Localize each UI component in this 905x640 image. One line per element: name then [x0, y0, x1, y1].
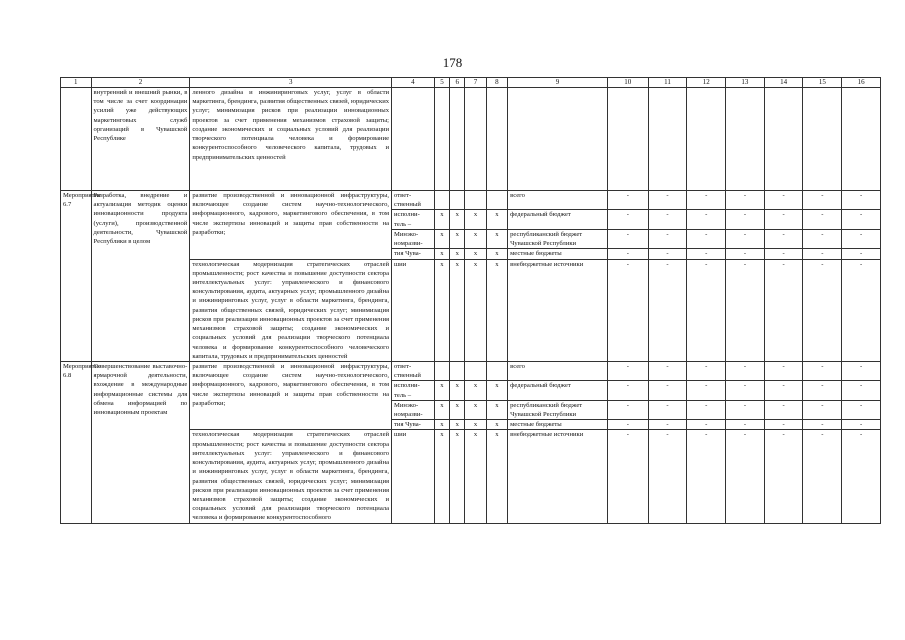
amount-cell: -: [803, 259, 842, 361]
year-marker: x: [434, 400, 449, 419]
responsible-part: шии: [394, 260, 407, 268]
event-title: Совершенствование выставочно-ярмарочной деятельности, вхождение в международные информационные системы для обмена информацией по инновационным проектам: [91, 361, 190, 523]
year-marker: [465, 361, 486, 380]
year-marker: x: [465, 430, 486, 523]
year-marker: x: [486, 210, 507, 229]
amount-cell: -: [764, 210, 803, 229]
responsible-part: исполни-: [394, 211, 420, 219]
funding-source: внебюджетные источники: [508, 259, 608, 361]
amount-cell: -: [607, 430, 648, 523]
responsible-part: тель –: [394, 391, 412, 399]
funding-source: местные бюджеты: [508, 420, 608, 430]
amount-cell: -: [842, 259, 881, 361]
header-cell: 7: [465, 78, 486, 88]
cont-empty: [434, 88, 449, 191]
year-marker: [450, 361, 465, 380]
amount-cell: -: [726, 229, 765, 248]
event-result-first: развитие производственной и инновационной инфраструктуры, включающее создание систем научно-технологического, информационного, кадрового, маркетингового обеспечения, в том числе экспертизы инноваций и защиты прав собственности на разработки;: [190, 361, 392, 430]
amount-cell: -: [842, 191, 881, 210]
year-marker: x: [450, 400, 465, 419]
amount-cell: -: [842, 400, 881, 419]
amount-cell: -: [842, 361, 881, 380]
amount-cell: -: [607, 249, 648, 259]
year-marker: x: [486, 259, 507, 361]
cont-empty: [687, 88, 726, 191]
year-marker: x: [465, 229, 486, 248]
responsible-part: тия Чува-: [394, 421, 421, 429]
amount-cell: -: [648, 361, 687, 380]
amount-cell: -: [687, 259, 726, 361]
event-result-rest: технологическая модернизация стратегических отраслей промышленности; рост качества и повышение доступности сектора интеллектуальных услуг: управленческого и финансового консультирования, аудита, актуарных услуг, промышленного дизайна и инжиниринговых услуг, услуг в области маркетинга, брендинга, развития общественных связей, юридических услуг; минимизация рисков при реализации инновационных проектов за счет применения механизмов страховой защиты; создание экономических и социальных условий для реализации творческого потенциала человека и формирование конкурентоспособного человеческого капитала, трудовых и предпринимательских ценностей: [190, 259, 392, 361]
year-marker: x: [465, 420, 486, 430]
responsible-cell: [392, 191, 435, 210]
header-cell: 11: [648, 78, 687, 88]
year-marker: x: [486, 229, 507, 248]
year-marker: x: [486, 381, 507, 400]
responsible-cell: [392, 430, 435, 523]
amount-cell: -: [648, 249, 687, 259]
continuation-row: [61, 88, 881, 191]
amount-cell: -: [726, 210, 765, 229]
year-marker: x: [465, 400, 486, 419]
year-marker: x: [450, 210, 465, 229]
cont-empty: [450, 88, 465, 191]
year-marker: x: [465, 210, 486, 229]
amount-cell: -: [842, 210, 881, 229]
year-marker: x: [434, 249, 449, 259]
responsible-cell: [392, 361, 435, 380]
cont-empty: [508, 88, 608, 191]
amount-cell: -: [726, 430, 765, 523]
amount-cell: -: [607, 191, 648, 210]
header-cell: 9: [508, 78, 608, 88]
responsible-cell: [392, 210, 435, 229]
funding-source: внебюджетные источники: [508, 430, 608, 523]
year-marker: x: [450, 249, 465, 259]
amount-cell: -: [803, 191, 842, 210]
header-cell: 6: [450, 78, 465, 88]
year-marker: x: [465, 259, 486, 361]
header-cell: 16: [842, 78, 881, 88]
year-marker: [486, 361, 507, 380]
amount-cell: -: [726, 381, 765, 400]
amount-cell: -: [803, 249, 842, 259]
responsible-cell: [392, 259, 435, 361]
amount-cell: -: [764, 381, 803, 400]
amount-cell: -: [803, 229, 842, 248]
funding-source: всего: [508, 361, 608, 380]
amount-cell: -: [764, 430, 803, 523]
amount-cell: -: [726, 400, 765, 419]
year-marker: [434, 361, 449, 380]
year-marker: x: [486, 430, 507, 523]
amount-cell: -: [648, 430, 687, 523]
header-cell: 10: [607, 78, 648, 88]
header-cell: 4: [392, 78, 435, 88]
responsible-part: ответ-: [394, 362, 412, 370]
header-cell: 8: [486, 78, 507, 88]
amount-cell: -: [687, 249, 726, 259]
responsible-part: номразви-: [394, 240, 423, 248]
event-id: Мероприятие 6.7: [61, 191, 92, 362]
year-marker: x: [486, 249, 507, 259]
cont-empty: [465, 88, 486, 191]
amount-cell: -: [764, 191, 803, 210]
responsible-cell: [392, 381, 435, 400]
event-title: Разработка, внедрение и актуализация методик оценки инновационности продукта (услуги), производственной деятельности, Чувашской Республики в целом: [91, 191, 190, 362]
amount-cell: -: [687, 430, 726, 523]
event-result-rest: технологическая модернизация стратегических отраслей промышленности; рост качества и повышение доступности сектора интеллектуальных услуг: управленческого и финансового консультирования, аудита, актуарных услуг, промышленного дизайна и инжиниринговых услуг, услуг в области маркетинга, брендинга, развития общественных связей, юридических услуг; минимизация рисков при реализации инновационных проектов за счет применения механизмов страховой защиты; создание экономических и социальных условий для реализации творческого потенциала человека и формирование конкурентоспособного: [190, 430, 392, 523]
year-marker: x: [486, 400, 507, 419]
amount-cell: -: [607, 400, 648, 419]
amount-cell: -: [842, 249, 881, 259]
responsible-part: ственный: [394, 201, 421, 209]
amount-cell: -: [607, 259, 648, 361]
amount-cell: -: [648, 400, 687, 419]
funding-source: федеральный бюджет: [508, 381, 608, 400]
header-cell: 3: [190, 78, 392, 88]
amount-cell: -: [764, 249, 803, 259]
funding-source: республиканский бюджет Чувашской Республики: [508, 229, 608, 248]
cont-empty: [486, 88, 507, 191]
header-cell: 15: [803, 78, 842, 88]
responsible-part: номразви-: [394, 411, 423, 419]
page-number: 178: [442, 55, 463, 70]
year-marker: x: [434, 210, 449, 229]
cont-empty: [607, 88, 648, 191]
amount-cell: -: [803, 210, 842, 229]
amount-cell: -: [607, 210, 648, 229]
amount-cell: -: [803, 400, 842, 419]
header-cell: 1: [61, 78, 92, 88]
year-marker: x: [465, 249, 486, 259]
amount-cell: -: [764, 259, 803, 361]
year-marker: x: [434, 420, 449, 430]
year-marker: [434, 191, 449, 210]
amount-cell: -: [726, 259, 765, 361]
amount-cell: -: [803, 430, 842, 523]
header-cell: 2: [91, 78, 190, 88]
amount-cell: -: [687, 361, 726, 380]
amount-cell: -: [687, 210, 726, 229]
amount-cell: -: [842, 430, 881, 523]
year-marker: x: [434, 229, 449, 248]
amount-cell: -: [648, 381, 687, 400]
amount-cell: -: [764, 400, 803, 419]
amount-cell: -: [764, 361, 803, 380]
amount-cell: -: [842, 420, 881, 430]
header-cell: 14: [764, 78, 803, 88]
amount-cell: -: [607, 229, 648, 248]
amount-cell: -: [648, 191, 687, 210]
year-marker: [450, 191, 465, 210]
responsible-part: ственный: [394, 372, 421, 380]
amount-cell: -: [726, 361, 765, 380]
responsible-cell: [392, 249, 435, 259]
funding-source: республиканский бюджет Чувашской Республики: [508, 400, 608, 419]
year-marker: x: [434, 381, 449, 400]
program-table: [60, 77, 881, 524]
amount-cell: -: [764, 420, 803, 430]
cont-empty: [803, 88, 842, 191]
year-marker: x: [465, 381, 486, 400]
cont-result: ленного дизайна и инжиниринговых услуг, услуг в области маркетинга, брендинга, развития общественных связей, юридических услуг; минимизация рисков при реализации инновационных проектов за счет применения механизмов страховой защиты; создание экономических и социальных условий для реализации творческого потенциала человека и формирование конкурентоспособного человеческого капитала, трудовых и предпринимательских ценностей: [190, 88, 392, 191]
cont-col1: [61, 88, 92, 191]
responsible-cell: [392, 229, 435, 248]
responsible-part: Минэко-: [394, 401, 419, 409]
amount-cell: -: [842, 381, 881, 400]
year-marker: x: [486, 420, 507, 430]
cont-empty: [764, 88, 803, 191]
amount-cell: -: [607, 361, 648, 380]
responsible-part: Минэко-: [394, 230, 419, 238]
year-marker: x: [450, 229, 465, 248]
cont-empty: [392, 88, 435, 191]
amount-cell: -: [726, 249, 765, 259]
amount-cell: -: [648, 229, 687, 248]
amount-cell: -: [687, 191, 726, 210]
event-row: [61, 361, 881, 380]
responsible-part: шии: [394, 431, 407, 439]
amount-cell: -: [764, 229, 803, 248]
amount-cell: -: [648, 420, 687, 430]
header-row: [61, 78, 881, 88]
year-marker: x: [450, 430, 465, 523]
amount-cell: -: [842, 229, 881, 248]
amount-cell: -: [648, 259, 687, 361]
amount-cell: -: [687, 400, 726, 419]
responsible-part: тия Чува-: [394, 250, 421, 258]
responsible-cell: [392, 420, 435, 430]
year-marker: x: [450, 259, 465, 361]
amount-cell: -: [803, 361, 842, 380]
amount-cell: -: [803, 381, 842, 400]
responsible-part: ответ-: [394, 192, 412, 199]
year-marker: x: [450, 420, 465, 430]
year-marker: [486, 191, 507, 210]
amount-cell: -: [687, 381, 726, 400]
year-marker: x: [434, 430, 449, 523]
amount-cell: -: [607, 381, 648, 400]
responsible-part: исполни-: [394, 382, 420, 390]
cont-empty: [648, 88, 687, 191]
cont-empty: [842, 88, 881, 191]
amount-cell: -: [726, 420, 765, 430]
header-cell: 5: [434, 78, 449, 88]
funding-source: местные бюджеты: [508, 249, 608, 259]
cont-goal: внутренний и внешний рынки, в том числе за счет координации усилий уже действующих маркетинговых служб организаций в Чувашской Республике: [91, 88, 190, 191]
amount-cell: -: [687, 420, 726, 430]
responsible-cell: [392, 400, 435, 419]
cont-empty: [726, 88, 765, 191]
amount-cell: -: [726, 191, 765, 210]
amount-cell: -: [607, 420, 648, 430]
header-cell: 13: [726, 78, 765, 88]
amount-cell: -: [648, 210, 687, 229]
year-marker: x: [434, 259, 449, 361]
year-marker: x: [450, 381, 465, 400]
amount-cell: -: [803, 420, 842, 430]
funding-source: федеральный бюджет: [508, 210, 608, 229]
amount-cell: -: [687, 229, 726, 248]
header-cell: 12: [687, 78, 726, 88]
responsible-part: тель –: [394, 220, 412, 228]
event-result-first: развитие производственной и инновационной инфраструктуры, включающее создание систем научно-технологического, информационного, кадрового, маркетингового обеспечения, в том числе экспертизы инноваций и защиты прав собственности на разработки;: [190, 191, 392, 260]
funding-source: всего: [508, 191, 608, 210]
year-marker: [465, 191, 486, 210]
event-id: Мероприятие 6.8: [61, 361, 92, 523]
event-row: [61, 191, 881, 210]
